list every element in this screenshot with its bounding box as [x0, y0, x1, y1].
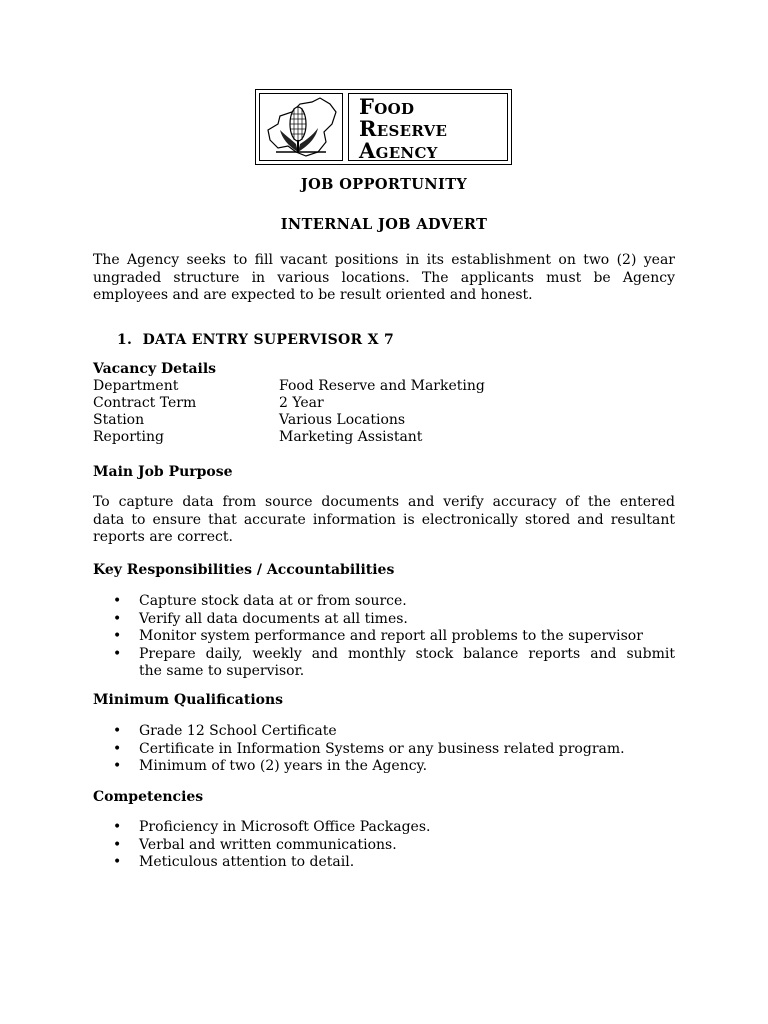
vacancy-details-table: [93, 378, 653, 446]
list-item-text: Monitor system performance and report all problems to the supervisor: [139, 628, 643, 644]
bullet-icon: •: [113, 645, 122, 662]
list-item-text: Capture stock data at or from source.: [139, 593, 407, 609]
agency-wordmark: [348, 93, 508, 161]
list-item: [113, 593, 675, 611]
competencies-list: [113, 819, 675, 872]
bullet-icon: •: [113, 758, 122, 774]
vacancy-details-heading: Vacancy Details: [93, 361, 217, 377]
page-title: JOB OPPORTUNITY: [300, 176, 468, 193]
list-item: [113, 854, 675, 872]
list-item: [113, 819, 675, 837]
bullet-icon: •: [113, 836, 122, 853]
logo-line-food: FOOD: [359, 94, 415, 119]
bullet-icon: •: [113, 740, 122, 757]
detail-key: Contract Term: [93, 395, 197, 411]
detail-value: Various Locations: [279, 412, 406, 428]
competencies-heading: Competencies: [93, 789, 204, 805]
list-item-text: Certificate in Information Systems or any business related program.: [139, 740, 625, 757]
position-number: 1.: [117, 332, 133, 348]
list-item: [113, 758, 675, 776]
list-item: [113, 723, 675, 741]
list-item-text: Minimum of two (2) years in the Agency.: [139, 758, 428, 774]
list-item-text: Grade 12 School Certificate: [139, 723, 337, 739]
intro-line-3: employees and are expected to be result oriented and honest.: [93, 287, 533, 303]
intro-line-1: The Agency seeks to fill vacant positions in its establishment on two (2) year: [93, 252, 675, 268]
list-item-text: Prepare daily, weekly and monthly stock balance reports and submit: [139, 645, 675, 662]
logo-line-agency: AGENCY: [359, 138, 438, 163]
job-purpose-paragraph: [93, 494, 675, 547]
list-item: [113, 628, 675, 646]
list-item-text: Meticulous attention to detail.: [139, 854, 355, 870]
detail-row-department: [93, 378, 653, 395]
detail-value: Food Reserve and Marketing: [279, 378, 485, 394]
detail-value: 2 Year: [279, 395, 324, 411]
detail-row-station: [93, 412, 653, 429]
intro-paragraph: [93, 252, 675, 305]
list-item: [113, 837, 675, 855]
list-item: [113, 741, 675, 759]
detail-row-contract-term: [93, 395, 653, 412]
bullet-icon: •: [113, 628, 122, 644]
responsibilities-list: [113, 593, 675, 681]
detail-key: Reporting: [93, 429, 164, 445]
job-purpose-heading: Main Job Purpose: [93, 464, 233, 480]
bullet-icon: •: [113, 610, 122, 627]
bullet-icon: •: [113, 723, 122, 739]
purpose-line-2: data to ensure that accurate information is electronically stored and resultant: [93, 511, 675, 528]
list-item: [113, 646, 675, 681]
detail-key: Department: [93, 378, 179, 394]
agency-logo: [255, 89, 512, 165]
list-item-text: the same to supervisor.: [139, 663, 305, 679]
intro-line-2: ungraded structure in various locations. The applicants must be Agency: [93, 269, 675, 286]
qualifications-heading: Minimum Qualifications: [93, 692, 284, 708]
bullet-icon: •: [113, 819, 122, 835]
list-item-text: Verbal and written communications.: [139, 836, 397, 853]
detail-row-reporting: [93, 429, 653, 446]
logo-line-reserve: RESERVE: [359, 116, 448, 141]
responsibilities-heading: Key Responsibilities / Accountabilities: [93, 562, 395, 578]
detail-value: Marketing Assistant: [279, 429, 423, 445]
bullet-icon: •: [113, 854, 122, 870]
position-title: DATA ENTRY SUPERVISOR X 7: [142, 332, 395, 348]
list-item-text: Verify all data documents at all times.: [139, 610, 408, 627]
list-item: [113, 611, 675, 629]
position-heading: [117, 332, 394, 348]
list-item-text: Proficiency in Microsoft Office Packages.: [139, 819, 431, 835]
purpose-line-3: reports are correct.: [93, 529, 233, 545]
detail-key: Station: [93, 412, 145, 428]
purpose-line-1: To capture data from source documents and verify accuracy of the entered: [93, 494, 675, 510]
qualifications-list: [113, 723, 675, 776]
bullet-icon: •: [113, 593, 122, 609]
maize-emblem-icon: [259, 93, 343, 161]
page-subtitle: INTERNAL JOB ADVERT: [280, 216, 488, 233]
